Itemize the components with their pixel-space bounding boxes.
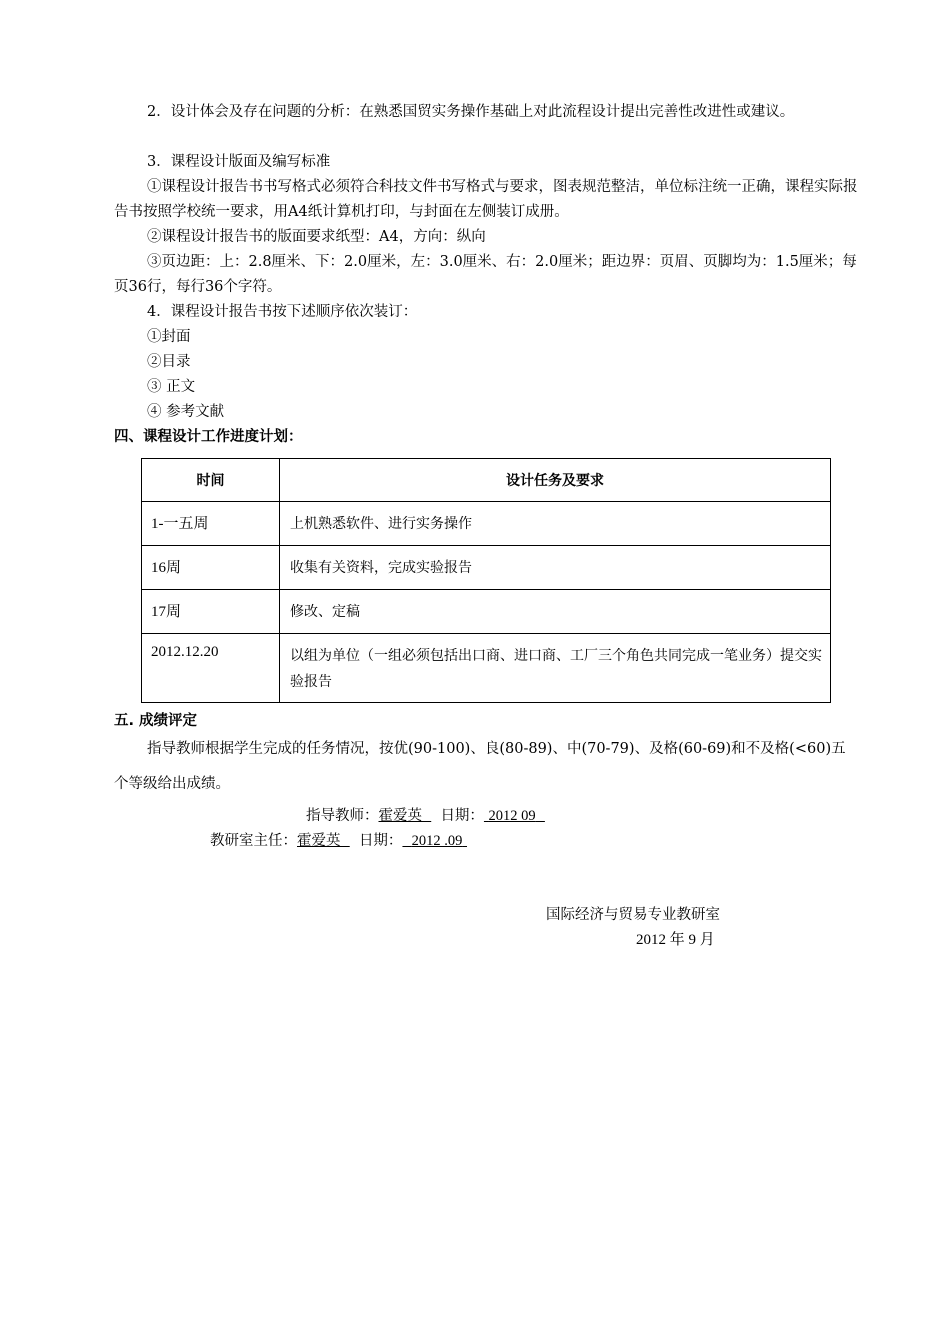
table-row	[142, 546, 831, 590]
item-2-paragraph: 2．设计体会及存在问题的分析：在熟悉国贸实务操作基础上对此流程设计提出完善性改进性或建议。	[147, 104, 795, 120]
schedule-table	[141, 458, 831, 703]
row-task: 修改、定稿	[280, 590, 831, 634]
table-row	[142, 590, 831, 634]
section-4-heading: 四、课程设计工作进度计划：	[114, 429, 303, 445]
format-rule-1: ①课程设计报告书书写格式必须符合科技文件书写格式与要求，图表规范整洁，单位标注统一正确，课程实际报告书按照学校统一要求，用A4纸计算机打印，与封面在左侧装订成册。	[114, 179, 858, 220]
director-signature-line	[210, 830, 467, 852]
advisor-date: 2012 09	[488, 808, 536, 824]
director-date: 2012 .09	[411, 833, 463, 849]
table-row	[142, 502, 831, 546]
column-header-time: 时间	[142, 459, 280, 502]
format-rule-2: ②课程设计报告书的版面要求纸型：A4，方向：纵向	[147, 229, 486, 245]
director-name: 霍爱英	[297, 833, 341, 849]
order-item-references: ④ 参考文献	[147, 404, 225, 420]
table-header-row	[142, 459, 831, 502]
order-item-cover: ①封面	[147, 329, 191, 345]
footer-organization: 国际经济与贸易专业教研室	[546, 907, 720, 923]
item-3-paragraph: 3．课程设计版面及编写标准	[147, 154, 331, 170]
item-4-paragraph: 4．课程设计报告书按下述顺序依次装订：	[147, 304, 418, 320]
advisor-label: 指导教师：	[306, 808, 379, 824]
format-rule-3: ③页边距：上：2.8厘米、下：2.0厘米，左：3.0厘米、右：2.0厘米；距边界：页眉、页脚均为：1.5厘米；每页36行，每行36个字符。	[114, 254, 857, 295]
footer-date: 2012 年 9 月	[636, 932, 715, 948]
grading-paragraph: 指导教师根据学生完成的任务情况，按优(90-100)、良(80-89)、中(70-79)、及格(60-69)和不及格(<60)五个等级给出成绩。	[114, 741, 846, 792]
director-date-label: 日期：	[358, 833, 403, 849]
table-row	[142, 634, 831, 703]
row-task: 以组为单位（一组必须包括出口商、进口商、工厂三个角色共同完成一笔业务）提交实验报告	[280, 634, 831, 703]
order-item-body: ③ 正文	[147, 379, 196, 395]
row-time: 1-一五周	[142, 502, 280, 546]
order-item-toc: ②目录	[147, 354, 191, 370]
row-task: 上机熟悉软件、进行实务操作	[280, 502, 831, 546]
advisor-name: 霍爱英	[378, 808, 422, 824]
advisor-signature-line	[306, 805, 545, 827]
row-time: 17周	[142, 590, 280, 634]
section-5-heading: 五. 成绩评定	[114, 713, 198, 729]
column-header-task: 设计任务及要求	[280, 459, 831, 502]
advisor-date-label: 日期：	[440, 808, 484, 824]
director-label: 教研室主任：	[210, 833, 297, 849]
row-time: 16周	[142, 546, 280, 590]
row-time: 2012.12.20	[142, 634, 280, 703]
row-task: 收集有关资料，完成实验报告	[280, 546, 831, 590]
